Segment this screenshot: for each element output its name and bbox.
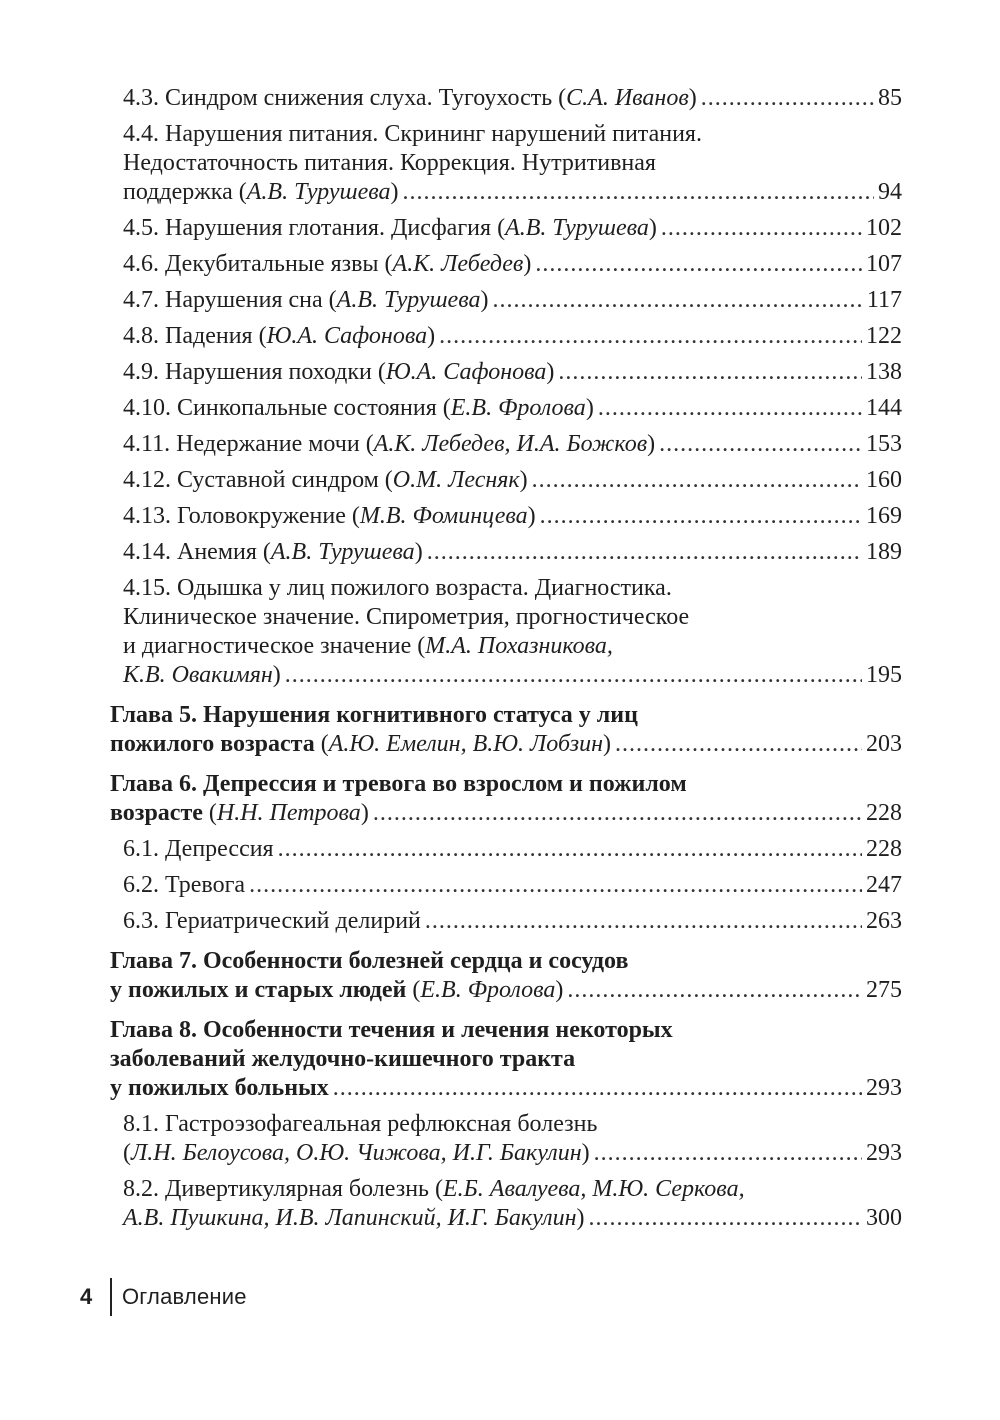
toc-chapter-entry[interactable] (110, 770, 902, 828)
toc-section-entry[interactable] (110, 250, 902, 279)
toc-entry-title: у пожилых больных (110, 1075, 329, 1101)
dot-leader (373, 799, 862, 828)
toc-page-number: 300 (866, 1205, 902, 1231)
dot-leader (701, 84, 874, 113)
toc-entry-leader-line (123, 1204, 902, 1233)
dot-leader (535, 250, 862, 279)
dot-leader (598, 394, 862, 423)
dot-leader (249, 871, 862, 900)
toc-entry-leader-line (110, 730, 902, 759)
toc-entry-title: поддержка (А.В. Турушева) (123, 179, 399, 205)
toc-entry-leader-line (123, 1139, 902, 1168)
toc-entry-title: 4.12. Суставной синдром (О.М. Лесняк) (123, 467, 528, 493)
toc-entry-title: А.В. Пушкина, И.В. Лапинский, И.Г. Бакулин) (123, 1205, 585, 1231)
toc-entry-title: К.В. Овакимян) (123, 662, 281, 688)
toc-entry-title: возрасте (Н.Н. Петрова) (110, 800, 369, 826)
toc-page-number: 144 (866, 395, 902, 421)
dot-leader (278, 835, 862, 864)
toc-entry-leader-line (123, 871, 902, 900)
dot-leader (532, 466, 862, 495)
toc-entry-line: 4.4. Нарушения питания. Скрининг нарушений питания. (123, 121, 702, 147)
toc-entry-title: 4.7. Нарушения сна (А.В. Турушева) (123, 287, 489, 313)
toc-entry-leader-line (123, 214, 902, 243)
toc-entry-title: 4.8. Падения (Ю.А. Сафонова) (123, 323, 436, 349)
toc-entry-leader-line (110, 976, 902, 1005)
dot-leader (333, 1074, 862, 1103)
dot-leader (427, 538, 862, 567)
toc-page-number: 195 (866, 662, 902, 688)
toc-entry-line: 4.15. Одышка у лиц пожилого возраста. Диагностика. (123, 575, 672, 601)
running-title: Оглавление (122, 1284, 247, 1309)
toc-entry-title: 4.6. Декубитальные язвы (А.К. Лебедев) (123, 251, 532, 277)
toc-entry-title: 4.11. Недержание мочи (А.К. Лебедев, И.А. Божков) (123, 431, 656, 457)
dot-leader (594, 1139, 862, 1168)
toc-entry-leader-line (123, 358, 902, 387)
toc-page-number: 85 (878, 85, 902, 111)
toc-entry-leader-line (123, 835, 902, 864)
toc-page-number: 203 (866, 731, 902, 757)
toc-page-number: 228 (866, 836, 902, 862)
dot-leader (615, 730, 862, 759)
toc-entry-line: Глава 7. Особенности болезней сердца и сосудов (110, 948, 629, 974)
toc-entry-leader-line (123, 502, 902, 531)
toc-entry-line: заболеваний желудочно-кишечного тракта (110, 1046, 576, 1072)
toc-entry-leader-line (123, 394, 902, 423)
toc-page-number: 138 (866, 359, 902, 385)
toc-section-entry[interactable] (110, 394, 902, 423)
toc-section-entry[interactable] (110, 502, 902, 531)
toc-section-entry[interactable] (110, 835, 902, 864)
toc-page-number: 247 (866, 872, 902, 898)
dot-leader (540, 502, 862, 531)
footer-divider (110, 1278, 112, 1316)
toc-section-entry[interactable] (110, 214, 902, 243)
toc-page-number: 102 (866, 215, 902, 241)
toc-entry-title: (Л.Н. Белоусова, О.Ю. Чижова, И.Г. Бакулин) (123, 1140, 590, 1166)
toc-section-entry[interactable] (110, 574, 902, 690)
toc-section-entry[interactable] (110, 430, 902, 459)
toc-section-entry[interactable] (110, 358, 902, 387)
toc-entry-line: Клиническое значение. Спирометрия, прогностическое (123, 604, 690, 630)
toc-entry-title: у пожилых и старых людей (Е.В. Фролова) (110, 977, 564, 1003)
toc-section-entry[interactable] (110, 286, 902, 315)
toc-entry-leader-line (123, 178, 902, 207)
toc-entry-leader-line (123, 661, 902, 690)
toc-entry-leader-line (123, 430, 902, 459)
toc-page-number: 293 (866, 1075, 902, 1101)
toc-entry-title: 6.3. Гериатрический делирий (123, 908, 421, 934)
toc-entry-leader-line (110, 799, 902, 828)
page-number: 4 (80, 1284, 93, 1309)
toc-page-number: 117 (866, 287, 902, 313)
toc-entry-title: 4.13. Головокружение (М.В. Фоминцева) (123, 503, 536, 529)
toc-chapter-entry[interactable] (110, 701, 902, 759)
toc-entry-title: 4.9. Нарушения походки (Ю.А. Сафонова) (123, 359, 555, 385)
toc-entry-title: 4.10. Синкопальные состояния (Е.В. Фролова) (123, 395, 594, 421)
toc-section-entry[interactable] (110, 322, 902, 351)
toc-entry-title: 4.5. Нарушения глотания. Дисфагия (А.В. Турушева) (123, 215, 657, 241)
toc-entry-leader-line (110, 1074, 902, 1103)
toc-page-number: 263 (866, 908, 902, 934)
dot-leader (439, 322, 862, 351)
toc-page-number: 153 (866, 431, 902, 457)
dot-leader (567, 976, 862, 1005)
toc-section-entry[interactable] (110, 538, 902, 567)
toc-chapter-entry[interactable] (110, 1016, 902, 1103)
toc-entry-line: Недостаточность питания. Коррекция. Нутритивная (123, 150, 656, 176)
toc-page-number: 122 (866, 323, 902, 349)
toc-entry-line: 8.1. Гастроэзофагеальная рефлюксная болезнь (123, 1111, 598, 1137)
dot-leader (285, 661, 862, 690)
table-of-contents (110, 84, 902, 1240)
toc-entry-leader-line (123, 907, 902, 936)
toc-section-entry[interactable] (110, 466, 902, 495)
dot-leader (403, 178, 874, 207)
dot-leader (661, 214, 862, 243)
dot-leader (558, 358, 862, 387)
toc-entry-title: 6.1. Депрессия (123, 836, 274, 862)
toc-entry-title: пожилого возраста (А.Ю. Емелин, В.Ю. Лобзин) (110, 731, 611, 757)
toc-section-entry[interactable] (110, 120, 902, 207)
toc-page-number: 275 (866, 977, 902, 1003)
toc-entry-line: Глава 5. Нарушения когнитивного статуса у лиц (110, 702, 638, 728)
toc-section-entry[interactable] (110, 1175, 902, 1233)
toc-page-number: 189 (866, 539, 902, 565)
dot-leader (492, 286, 862, 315)
toc-entry-line: и диагностическое значение (М.А. Похазникова, (123, 633, 613, 659)
toc-entry-leader-line (123, 286, 902, 315)
toc-entry-leader-line (123, 84, 902, 113)
toc-entry-title: 4.14. Анемия (А.В. Турушева) (123, 539, 423, 565)
toc-entry-leader-line (123, 466, 902, 495)
toc-section-entry[interactable] (110, 1110, 902, 1168)
toc-entry-line: Глава 6. Депрессия и тревога во взрослом и пожилом (110, 771, 687, 797)
toc-chapter-entry[interactable] (110, 947, 902, 1005)
dot-leader (589, 1204, 862, 1233)
toc-entry-line: Глава 8. Особенности течения и лечения некоторых (110, 1017, 673, 1043)
toc-entry-leader-line (123, 538, 902, 567)
toc-page-number: 94 (878, 179, 902, 205)
toc-section-entry[interactable] (110, 84, 902, 113)
toc-entry-line: 8.2. Дивертикулярная болезнь (Е.Б. Авалуева, М.Ю. Серкова, (123, 1176, 745, 1202)
toc-page-number: 169 (866, 503, 902, 529)
toc-entry-leader-line (123, 250, 902, 279)
toc-page-number: 160 (866, 467, 902, 493)
dot-leader (425, 907, 862, 936)
toc-entry-leader-line (123, 322, 902, 351)
dot-leader (659, 430, 862, 459)
toc-section-entry[interactable] (110, 907, 902, 936)
toc-section-entry[interactable] (110, 871, 902, 900)
toc-page-number: 107 (866, 251, 902, 277)
toc-entry-title: 6.2. Тревога (123, 872, 246, 898)
page-footer (80, 1278, 247, 1316)
toc-entry-title: 4.3. Синдром снижения слуха. Тугоухость (С.А. Иванов) (123, 85, 697, 111)
toc-page-number: 293 (866, 1140, 902, 1166)
toc-page-number: 228 (866, 800, 902, 826)
